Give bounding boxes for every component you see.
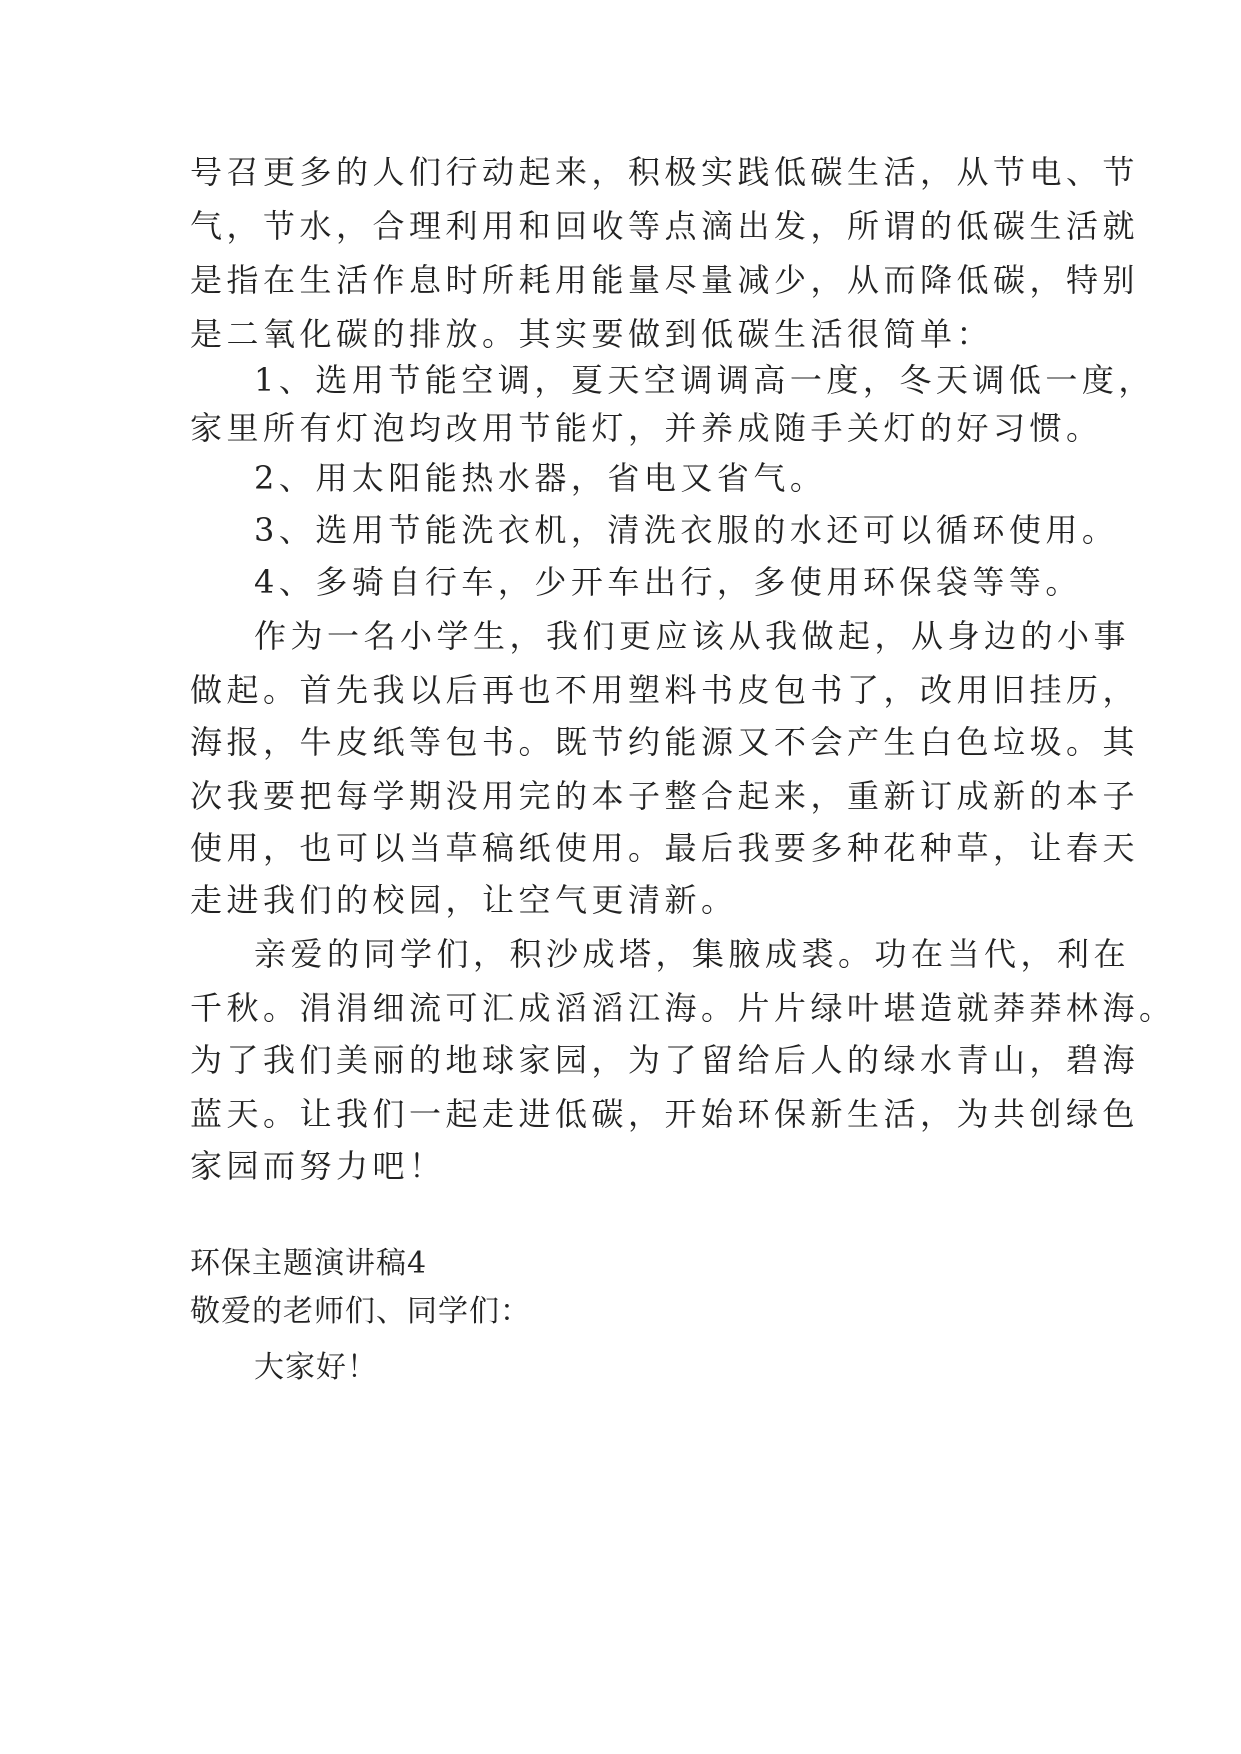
paragraph-line: 家园而努力吧！ (190, 1147, 446, 1185)
paragraph-line: 是指在生活作息时所耗用能量尽量减少，从而降低碳，特别 (190, 261, 1140, 299)
list-item-3: 3、选用节能洗衣机，清洗衣服的水还可以循环使用。 (254, 511, 1119, 549)
paragraph-line: 走进我们的校园，让空气更清新。 (190, 881, 738, 919)
paragraph-line: 海报，牛皮纸等包书。既节约能源又不会产生白色垃圾。其 (190, 723, 1140, 761)
section-title: 环保主题演讲稿4 (190, 1246, 428, 1281)
salutation: 敬爱的老师们、同学们： (190, 1294, 531, 1329)
paragraph-line: 亲爱的同学们，积沙成塔，集腋成裘。功在当代，利在 (254, 935, 1131, 973)
paragraph-line: 气，节水，合理利用和回收等点滴出发，所谓的低碳生活就 (190, 207, 1140, 245)
list-item-4: 4、多骑自行车，少开车出行，多使用环保袋等等。 (254, 563, 1082, 601)
paragraph-line: 作为一名小学生，我们更应该从我做起，从身边的小事 (254, 617, 1131, 655)
greeting: 大家好！ (254, 1350, 378, 1385)
paragraph-line: 号召更多的人们行动起来，积极实践低碳生活，从节电、节 (190, 153, 1140, 191)
paragraph-line: 做起。首先我以后再也不用塑料书皮包书了，改用旧挂历， (190, 671, 1140, 709)
paragraph-line: 是二氧化碳的排放。其实要做到低碳生活很简单： (190, 315, 994, 353)
paragraph-line: 使用，也可以当草稿纸使用。最后我要多种花种草，让春天 (190, 829, 1140, 867)
paragraph-line: 千秋。涓涓细流可汇成滔滔江海。片片绿叶堪造就莽莽林海。 (190, 989, 1176, 1027)
list-item-1-continued: 家里所有灯泡均改用节能灯，并养成随手关灯的好习惯。 (190, 409, 1103, 447)
list-item-2: 2、用太阳能热水器，省电又省气。 (254, 459, 827, 497)
paragraph-line: 次我要把每学期没用完的本子整合起来，重新订成新的本子 (190, 777, 1140, 815)
paragraph-line: 蓝天。让我们一起走进低碳，开始环保新生活，为共创绿色 (190, 1095, 1140, 1133)
paragraph-line: 为了我们美丽的地球家园，为了留给后人的绿水青山，碧海 (190, 1041, 1140, 1079)
list-item-1: 1、选用节能空调，夏天空调调高一度，冬天调低一度， (254, 361, 1155, 399)
